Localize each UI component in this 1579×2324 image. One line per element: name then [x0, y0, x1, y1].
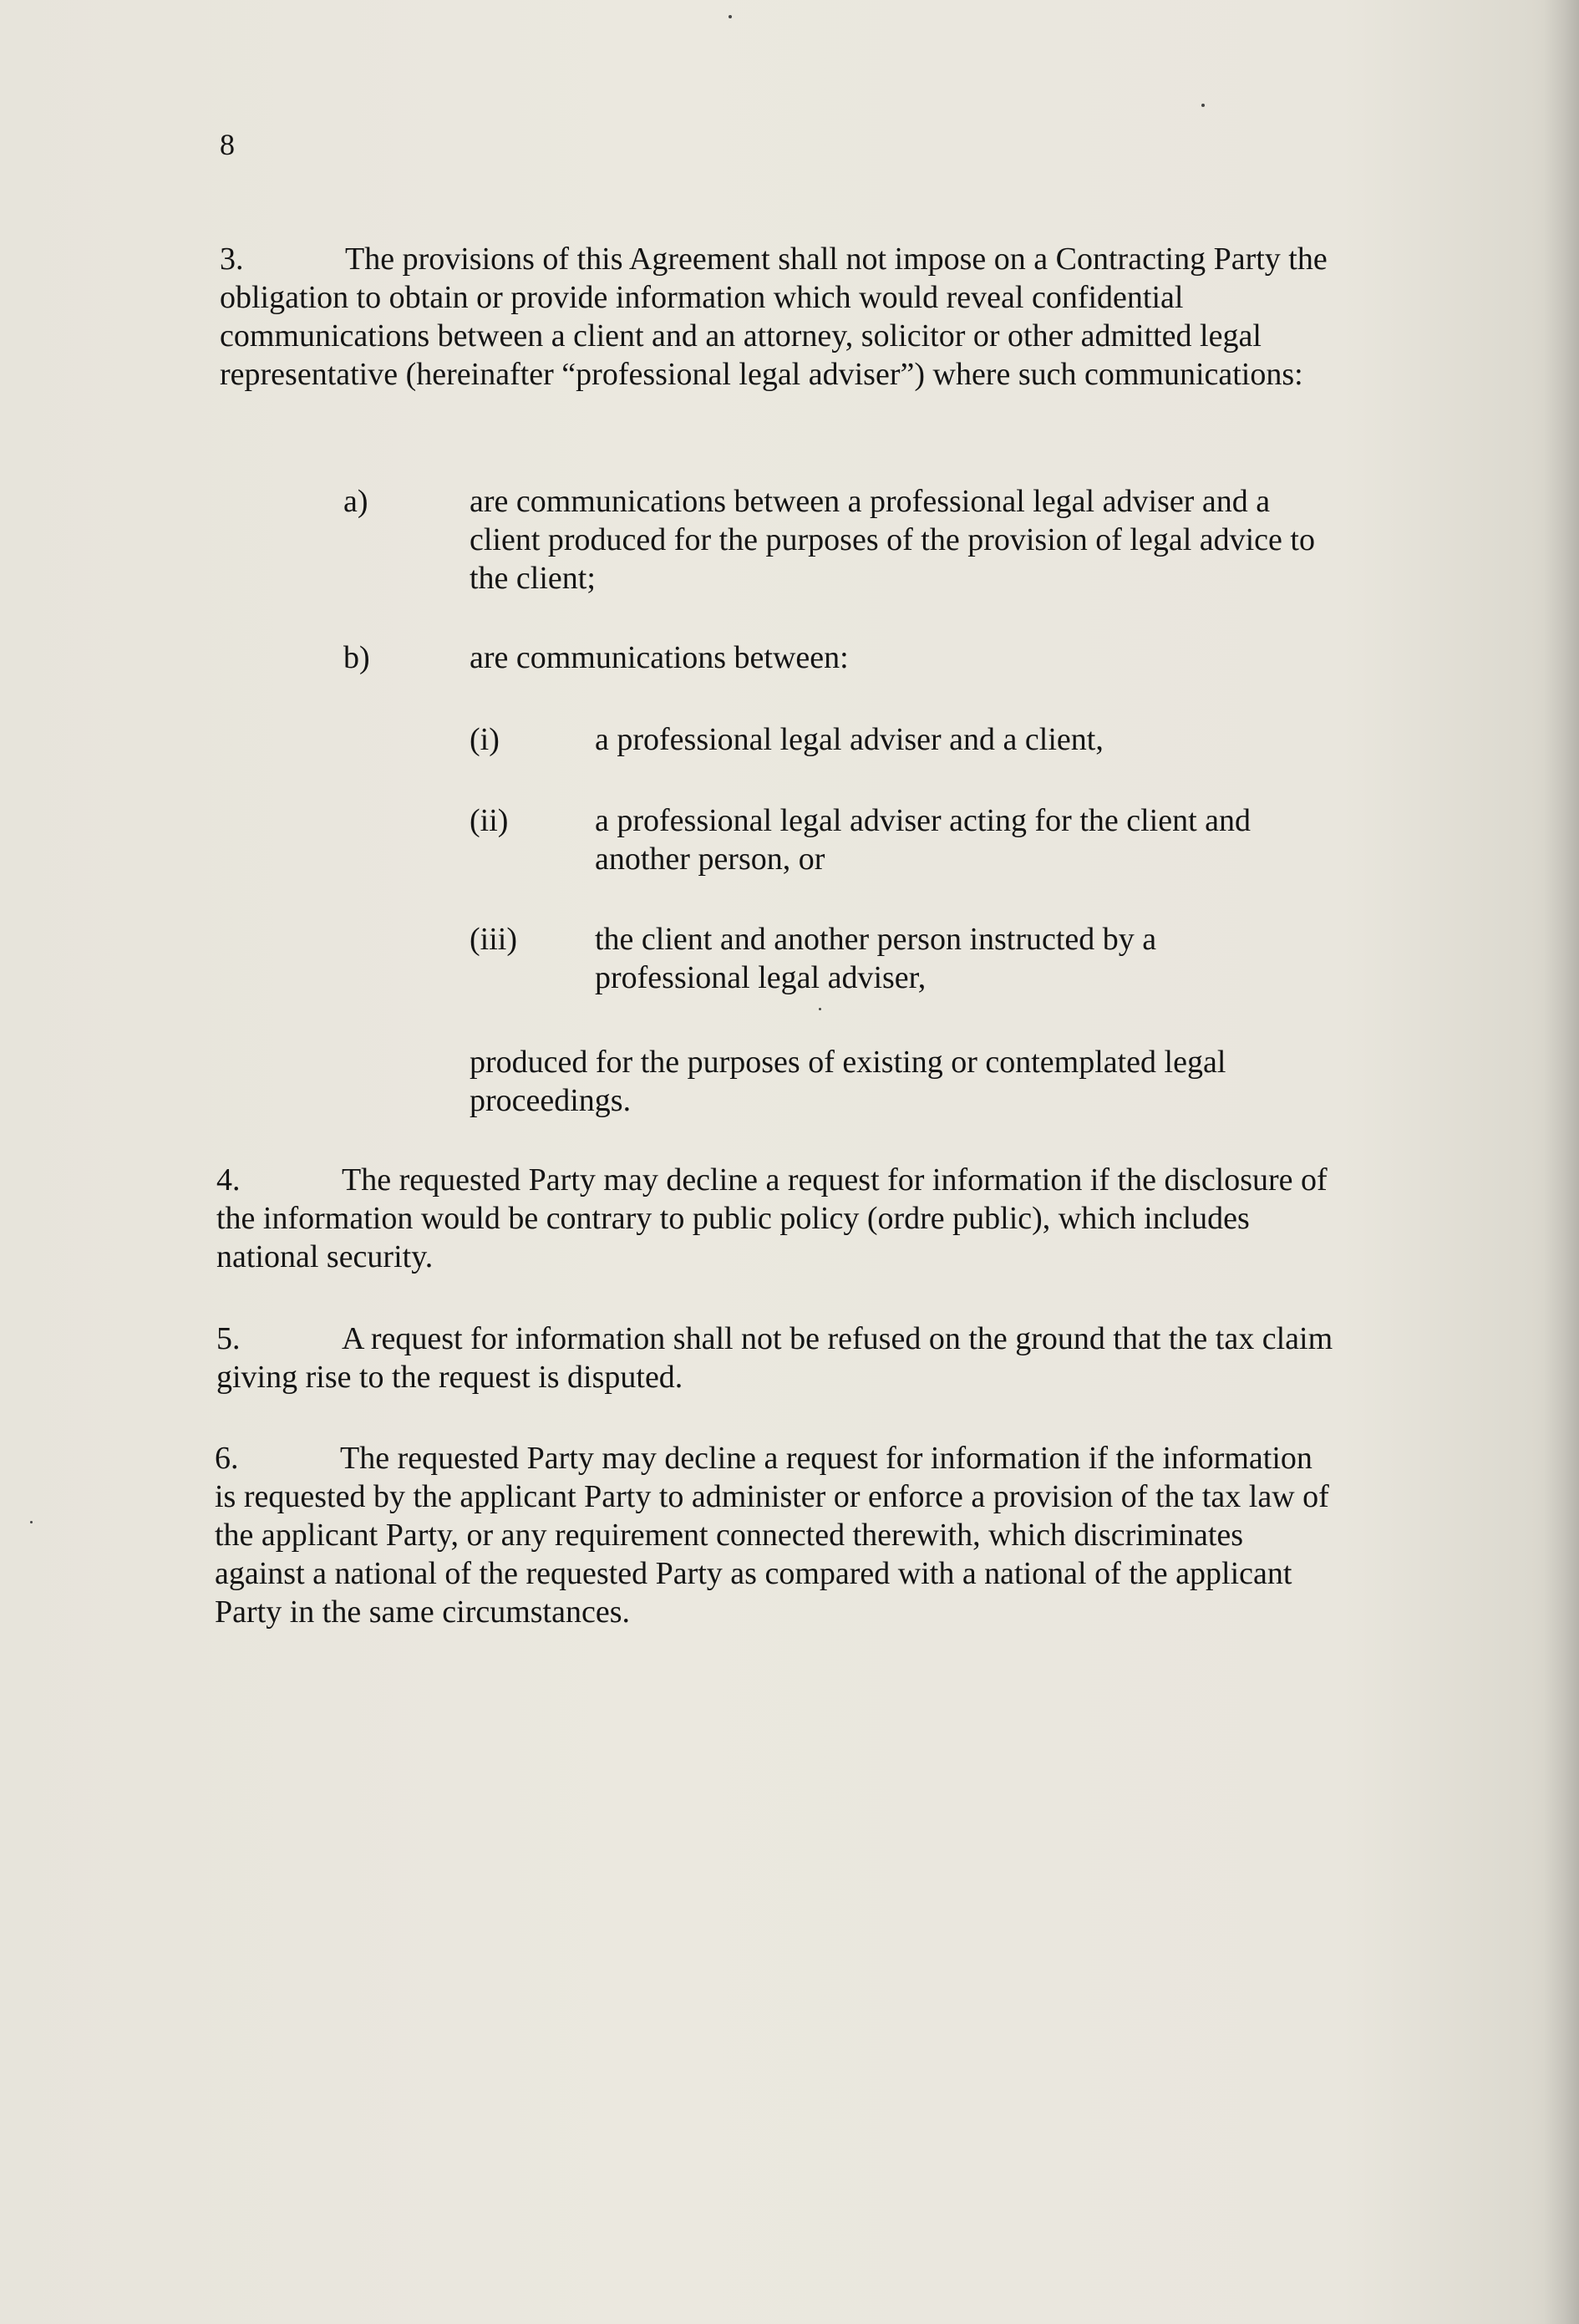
paragraph-5	[216, 1320, 1369, 1396]
item-text-a: are communications between a professional legal adviser and a client produced for the purposes of the provision of legal advice to the client;	[470, 484, 1315, 596]
item-marker-a: a)	[343, 484, 368, 519]
scan-speck	[819, 1008, 821, 1010]
scan-speck	[729, 15, 732, 18]
subitem-text-ii: a professional legal adviser acting for the client and another person, or	[595, 803, 1252, 877]
item-text-b: are communications between:	[470, 640, 849, 675]
paragraph-number: 5.	[216, 1321, 241, 1356]
paragraph-text: The requested Party may decline a request for information if the information is requested by the applicant Party to administer or enforce a provision of the tax law of the applicant Party, or any requirement connected therewith, which discriminates against a national of the requested Party as compared with a national of the applicant Party in the same circumstances.	[215, 1441, 1329, 1630]
scan-speck	[1201, 104, 1205, 107]
paragraph-4	[216, 1161, 1344, 1276]
paragraph-text: A request for information shall not be refused on the ground that the tax claim giving rise to the request is disputed.	[216, 1321, 1333, 1395]
subitem-marker-i: (i)	[470, 722, 500, 757]
paragraph-number: 6.	[215, 1441, 239, 1476]
page-edge-shadow	[1544, 0, 1579, 2324]
page-number: 8	[220, 128, 235, 161]
subitem-text-iii: the client and another person instructed by a professional legal adviser,	[595, 922, 1157, 995]
paragraph-6	[215, 1439, 1334, 1631]
scan-speck	[30, 1521, 33, 1523]
paragraph-number: 3.	[220, 242, 244, 277]
paragraph-text: The requested Party may decline a request for information if the disclosure of the information would be contrary to public policy (ordre public), which includes national security.	[216, 1162, 1328, 1274]
item-marker-b: b)	[343, 640, 370, 675]
subitem-text-i: a professional legal adviser and a client,	[595, 722, 1104, 757]
paragraph-number: 4.	[216, 1162, 241, 1198]
subitem-marker-ii: (ii)	[470, 803, 509, 838]
paragraph-3	[220, 240, 1356, 394]
paragraph-text: The provisions of this Agreement shall not impose on a Contracting Party the obligation to obtain or provide information which would reveal confidential communications between a client and an attorney, solicitor or other admitted legal representative (hereinafter “professional legal adviser”) where such communications:	[220, 242, 1328, 392]
subitem-marker-iii: (iii)	[470, 922, 517, 957]
paragraph-3-closing: produced for the purposes of existing or contemplated legal proceedings.	[470, 1045, 1226, 1118]
